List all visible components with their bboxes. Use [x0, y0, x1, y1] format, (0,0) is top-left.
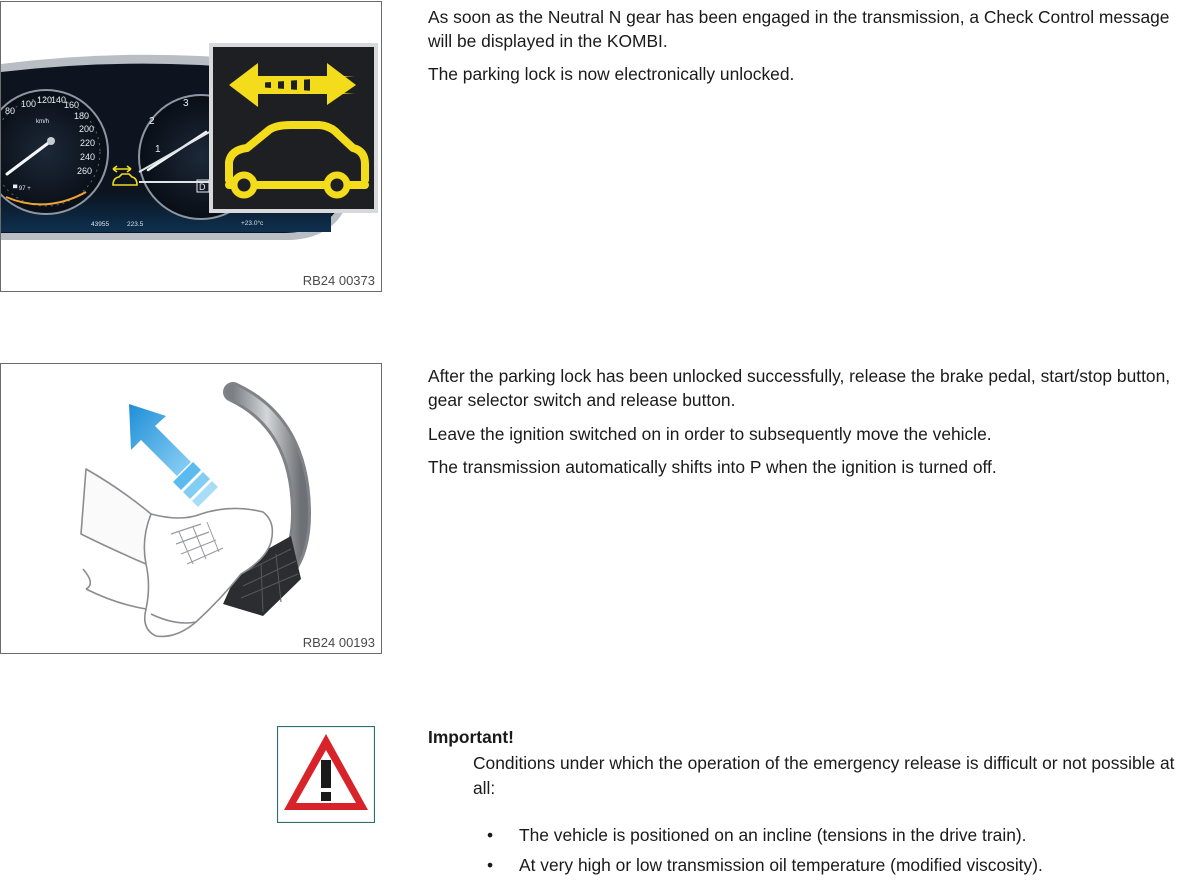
section1-paragraph-1: As soon as the Neutral N gear has been engaged in the transmission, a Check Control message will be displayed in the KOMBI. [428, 7, 1170, 51]
bullet-text: At very high or low transmission oil temperature (modified viscosity). [519, 855, 1043, 875]
important-heading: Important! [428, 727, 514, 747]
list-item [473, 850, 1193, 880]
bullet-dot: • [487, 825, 494, 845]
svg-text:3: 3 [183, 98, 189, 109]
svg-text:240: 240 [80, 152, 96, 162]
temperature-readout: +23.0°c [241, 220, 264, 227]
section1-paragraph-2: The parking lock is now electronically unlocked. [428, 64, 795, 84]
section2-paragraph-1: After the parking lock has been unlocked successfully, release the brake pedal, start/stop button, gear selector switch and release button. [428, 366, 1171, 410]
svg-text:▀ 97 +: ▀ 97 + [13, 186, 31, 192]
brake-pedal-illustration [1, 364, 382, 654]
warning-triangle-icon [277, 726, 375, 823]
release-direction-arrow-icon [129, 404, 218, 507]
svg-text:80: 80 [5, 106, 16, 116]
gear-indicator: D [199, 182, 206, 192]
svg-text:160: 160 [64, 100, 80, 110]
svg-text:1: 1 [155, 144, 161, 155]
trip-readout: 223.5 [127, 221, 144, 228]
odometer-readout: 43955 [91, 221, 110, 228]
instrument-cluster-figure [0, 1, 382, 292]
svg-text:260: 260 [77, 166, 93, 176]
warning-intro: Conditions under which the operation of the emergency release is difficult or not possible at all: [473, 753, 1175, 798]
instrument-cluster-illustration [1, 2, 382, 292]
svg-text:100: 100 [21, 99, 37, 109]
svg-text:140: 140 [51, 95, 67, 105]
svg-text:180: 180 [74, 111, 90, 121]
bullet-dot: • [487, 855, 494, 875]
svg-text:2: 2 [149, 116, 155, 127]
svg-text:200: 200 [79, 124, 95, 134]
svg-text:220: 220 [80, 138, 96, 148]
svg-text:120: 120 [37, 95, 53, 105]
svg-text:km/h: km/h [36, 119, 50, 125]
foot-illustration [81, 469, 272, 636]
section2-paragraph-3: The transmission automatically shifts into P when the ignition is turned off. [428, 457, 997, 477]
section2-paragraph-2: Leave the ignition switched on in order to subsequently move the vehicle. [428, 424, 992, 444]
warning-bullet-list [473, 820, 1193, 880]
brake-pedal-figure [0, 363, 382, 654]
figure-code: RB24 00193 [302, 635, 375, 650]
list-item [473, 820, 1193, 850]
figure-code: RB24 00373 [302, 273, 375, 288]
bullet-text: The vehicle is positioned on an incline (tensions in the drive train). [519, 825, 1027, 845]
check-control-zoom-panel [209, 43, 378, 213]
